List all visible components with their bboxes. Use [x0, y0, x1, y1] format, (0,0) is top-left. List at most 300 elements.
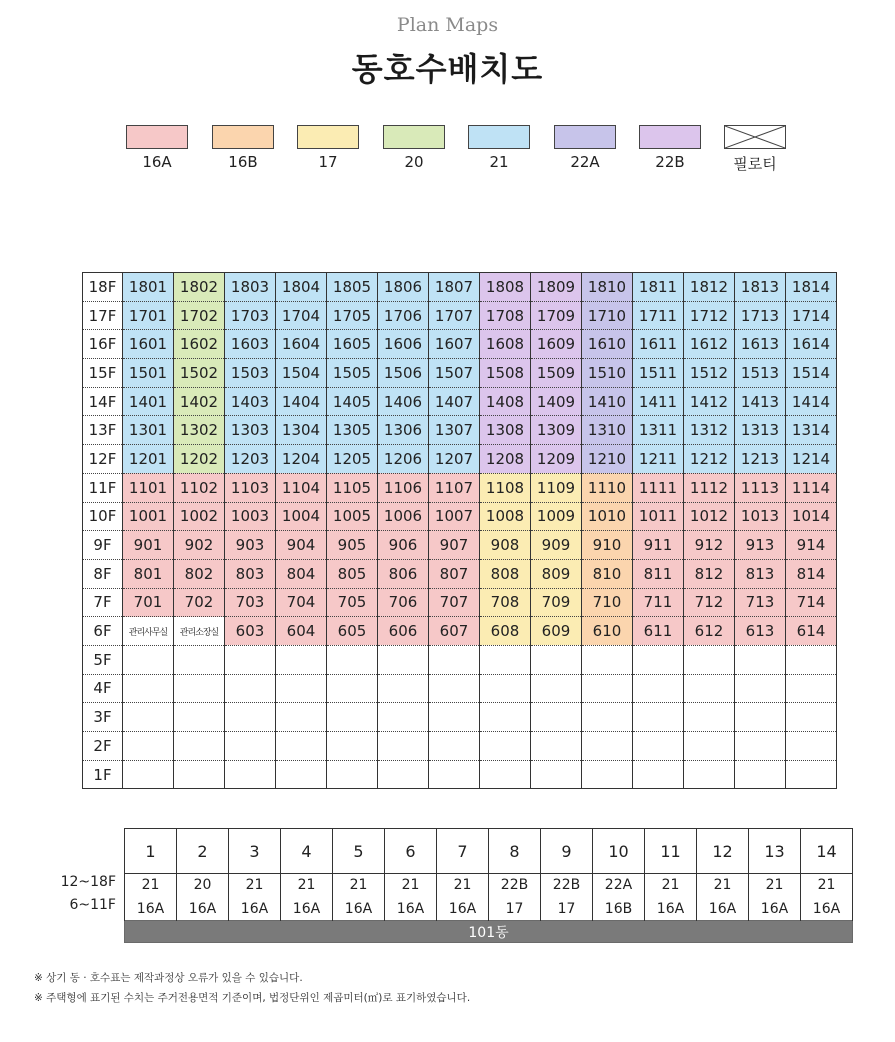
- legend-item-16b: [210, 125, 276, 171]
- unit-cell: [582, 703, 633, 732]
- line-number: 6: [385, 829, 437, 874]
- legend-swatch-22a: [554, 125, 616, 149]
- unit-cell: 1304: [276, 416, 327, 445]
- unit-cell: 1301: [123, 416, 174, 445]
- type-cell: 21: [437, 874, 489, 898]
- unit-cell: 1501: [123, 359, 174, 388]
- unit-cell: 1105: [327, 473, 378, 502]
- floor-label: 3F: [83, 703, 123, 732]
- unit-cell: 1810: [582, 273, 633, 302]
- unit-cell: 907: [429, 531, 480, 560]
- unit-cell: 1302: [174, 416, 225, 445]
- unit-cell: [480, 760, 531, 789]
- unit-cell: 713: [735, 588, 786, 617]
- type-cell: 16A: [177, 897, 229, 921]
- line-number: 8: [489, 829, 541, 874]
- unit-cell: 1207: [429, 445, 480, 474]
- unit-cell: 1707: [429, 301, 480, 330]
- legend-item-16a: [124, 125, 190, 171]
- unit-cell: [123, 732, 174, 761]
- unit-cell: 1308: [480, 416, 531, 445]
- unit-cell: 604: [276, 617, 327, 646]
- floor-label: 10F: [83, 502, 123, 531]
- type-cell: 17: [489, 897, 541, 921]
- unit-cell: 901: [123, 531, 174, 560]
- unit-cell: 1112: [684, 473, 735, 502]
- unit-cell: 1104: [276, 473, 327, 502]
- unit-cell: [276, 732, 327, 761]
- unit-cell: 1014: [786, 502, 837, 531]
- unit-cell: 1005: [327, 502, 378, 531]
- legend-swatch-pilotis: [724, 125, 786, 149]
- unit-cell: 609: [531, 617, 582, 646]
- type-cell: 17: [541, 897, 593, 921]
- unit-cell: [327, 645, 378, 674]
- unit-cell: [225, 645, 276, 674]
- unit-cell: 1311: [633, 416, 684, 445]
- unit-cell: 805: [327, 559, 378, 588]
- unit-cell: 1407: [429, 387, 480, 416]
- unit-cell: [531, 732, 582, 761]
- unit-cell: 1708: [480, 301, 531, 330]
- unit-cell: 1408: [480, 387, 531, 416]
- unit-cell: [429, 732, 480, 761]
- unit-cell: 708: [480, 588, 531, 617]
- legend-swatch-20: [383, 125, 445, 149]
- unit-cell: 1712: [684, 301, 735, 330]
- unit-cell: 1002: [174, 502, 225, 531]
- unit-cell: 1114: [786, 473, 837, 502]
- unit-cell: 1010: [582, 502, 633, 531]
- floor-row: [83, 559, 837, 588]
- type-cell: 21: [385, 874, 437, 898]
- unit-cell: 1303: [225, 416, 276, 445]
- unit-cell: 1011: [633, 502, 684, 531]
- unit-cell: [123, 674, 174, 703]
- unit-cell: 606: [378, 617, 429, 646]
- unit-cell: 1714: [786, 301, 837, 330]
- unit-cell: [684, 645, 735, 674]
- unit-cell: [276, 760, 327, 789]
- unit-cell: 1411: [633, 387, 684, 416]
- unit-cell: 1809: [531, 273, 582, 302]
- unit-cell: 1309: [531, 416, 582, 445]
- legend-swatch-22b: [639, 125, 701, 149]
- note-2: ※ 주택형에 표기된 수치는 주거전용면적 기준이며, 법정단위인 제곱미터(㎡)로 표기하였습니다.: [34, 992, 471, 1004]
- unit-cell: 1410: [582, 387, 633, 416]
- type-cell: 16A: [801, 897, 853, 921]
- unit-cell: 1406: [378, 387, 429, 416]
- floor-row: [83, 760, 837, 789]
- unit-cell: 1111: [633, 473, 684, 502]
- unit-cell: [480, 703, 531, 732]
- floor-label: 15F: [83, 359, 123, 388]
- unit-cell: 910: [582, 531, 633, 560]
- legend-swatch-16b: [212, 125, 274, 149]
- unit-cell: [327, 760, 378, 789]
- unit-cell: 612: [684, 617, 735, 646]
- floor-row: [83, 703, 837, 732]
- floor-label: 4F: [83, 674, 123, 703]
- type-cell: 21: [645, 874, 697, 898]
- unit-cell: 1802: [174, 273, 225, 302]
- unit-cell: 1609: [531, 330, 582, 359]
- unit-cell: 1109: [531, 473, 582, 502]
- unit-cell: 1606: [378, 330, 429, 359]
- line-number-row: [125, 829, 853, 874]
- type-label-upper: 12~18F: [60, 874, 116, 890]
- floor-row: [83, 445, 837, 474]
- line-number: 1: [125, 829, 177, 874]
- legend-item-20: [381, 125, 447, 171]
- line-number: 11: [645, 829, 697, 874]
- floor-row: [83, 359, 837, 388]
- unit-cell: [429, 760, 480, 789]
- type-cell: 16B: [593, 897, 645, 921]
- unit-cell: 1305: [327, 416, 378, 445]
- unit-cell: [582, 732, 633, 761]
- unit-cell: [531, 760, 582, 789]
- unit-cell: 1314: [786, 416, 837, 445]
- unit-cell: 1709: [531, 301, 582, 330]
- type-label-lower: 6~11F: [69, 897, 116, 913]
- unit-cell: 1808: [480, 273, 531, 302]
- unit-cell: 813: [735, 559, 786, 588]
- unit-cell: 701: [123, 588, 174, 617]
- unit-cell: 801: [123, 559, 174, 588]
- unit-cell: 1513: [735, 359, 786, 388]
- floor-label: 12F: [83, 445, 123, 474]
- unit-cell: 1107: [429, 473, 480, 502]
- unit-cell: 1403: [225, 387, 276, 416]
- unit-cell: 1405: [327, 387, 378, 416]
- line-number: 7: [437, 829, 489, 874]
- unit-cell: 1814: [786, 273, 837, 302]
- floor-label: 6F: [83, 617, 123, 646]
- unit-cell: 1003: [225, 502, 276, 531]
- type-cell: 16A: [749, 897, 801, 921]
- unit-cell: [531, 645, 582, 674]
- unit-cell: 711: [633, 588, 684, 617]
- floor-row: [83, 473, 837, 502]
- type-cell: 16A: [281, 897, 333, 921]
- type-cell: 21: [125, 874, 177, 898]
- type-cell: 16A: [437, 897, 489, 921]
- unit-cell: 712: [684, 588, 735, 617]
- unit-cell: 610: [582, 617, 633, 646]
- type-cell: 22B: [489, 874, 541, 898]
- type-cell: 16A: [385, 897, 437, 921]
- type-cell: 21: [697, 874, 749, 898]
- unit-cell: 1412: [684, 387, 735, 416]
- type-cell: 21: [801, 874, 853, 898]
- unit-cell: 1505: [327, 359, 378, 388]
- unit-cell: 611: [633, 617, 684, 646]
- unit-cell: 1211: [633, 445, 684, 474]
- unit-cell: 709: [531, 588, 582, 617]
- unit-cell: 1511: [633, 359, 684, 388]
- unit-cell: 1702: [174, 301, 225, 330]
- unit-cell: 1008: [480, 502, 531, 531]
- unit-cell: 803: [225, 559, 276, 588]
- unit-cell: 714: [786, 588, 837, 617]
- unit-cell: [225, 674, 276, 703]
- floor-label: 11F: [83, 473, 123, 502]
- unit-cell: [735, 760, 786, 789]
- unit-cell: 808: [480, 559, 531, 588]
- unit-cell: 1209: [531, 445, 582, 474]
- unit-cell: [582, 645, 633, 674]
- unit-cell: 608: [480, 617, 531, 646]
- unit-cell: 703: [225, 588, 276, 617]
- page-title: 동호수배치도: [351, 50, 544, 88]
- type-cell: 16A: [697, 897, 749, 921]
- unit-cell: 1001: [123, 502, 174, 531]
- unit-cell: [276, 645, 327, 674]
- unit-cell: 1401: [123, 387, 174, 416]
- unit-cell: 1608: [480, 330, 531, 359]
- type-cell: 16A: [229, 897, 281, 921]
- type-cell: 21: [229, 874, 281, 898]
- unit-cell: [684, 732, 735, 761]
- unit-cell: [735, 645, 786, 674]
- unit-cell: [786, 674, 837, 703]
- unit-cell: [429, 645, 480, 674]
- unit-cell: 1204: [276, 445, 327, 474]
- floor-label: 13F: [83, 416, 123, 445]
- unit-cell: [582, 674, 633, 703]
- unit-cell: 1706: [378, 301, 429, 330]
- line-number: 5: [333, 829, 385, 874]
- floor-row: [83, 732, 837, 761]
- unit-cell: 1804: [276, 273, 327, 302]
- unit-cell: [786, 760, 837, 789]
- unit-cell: 812: [684, 559, 735, 588]
- unit-cell: 1402: [174, 387, 225, 416]
- unit-cell: [378, 732, 429, 761]
- unit-cell: 1205: [327, 445, 378, 474]
- unit-cell: 806: [378, 559, 429, 588]
- line-number: 13: [749, 829, 801, 874]
- unit-cell: [378, 674, 429, 703]
- unit-cell: [174, 703, 225, 732]
- unit-cell: [225, 732, 276, 761]
- unit-cell: [633, 674, 684, 703]
- unit-cell: 1806: [378, 273, 429, 302]
- unit-cell: [684, 703, 735, 732]
- building-label: 101동: [125, 921, 853, 943]
- unit-cell: 1710: [582, 301, 633, 330]
- unit-cell: 902: [174, 531, 225, 560]
- unit-cell: 1313: [735, 416, 786, 445]
- legend-label: 필로티: [733, 155, 777, 173]
- unit-cell: 707: [429, 588, 480, 617]
- floor-row: [83, 387, 837, 416]
- unit-cell: 1404: [276, 387, 327, 416]
- unit-cell: [633, 732, 684, 761]
- unit-cell: [786, 732, 837, 761]
- legend-item-17: [295, 125, 361, 171]
- type-row: [125, 874, 853, 898]
- unit-cell: 1206: [378, 445, 429, 474]
- floor-row: [83, 617, 837, 646]
- unit-cell: 706: [378, 588, 429, 617]
- unit-cell: [531, 703, 582, 732]
- unit-cell: 914: [786, 531, 837, 560]
- floor-row: [83, 330, 837, 359]
- unit-cell: 912: [684, 531, 735, 560]
- line-number: 2: [177, 829, 229, 874]
- floor-row: [83, 674, 837, 703]
- unit-cell: 908: [480, 531, 531, 560]
- type-row: [125, 897, 853, 921]
- unit-cell: [633, 760, 684, 789]
- unit-cell: 809: [531, 559, 582, 588]
- unit-cell: 810: [582, 559, 633, 588]
- unit-cell: [378, 703, 429, 732]
- unit-cell: [735, 732, 786, 761]
- unit-cell: 1605: [327, 330, 378, 359]
- unit-cell: 1812: [684, 273, 735, 302]
- unit-cell: [123, 760, 174, 789]
- floor-label: 2F: [83, 732, 123, 761]
- unit-cell: 1801: [123, 273, 174, 302]
- unit-cell: 911: [633, 531, 684, 560]
- unit-cell: 705: [327, 588, 378, 617]
- unit-cell: 909: [531, 531, 582, 560]
- legend-item-pilotis: [722, 125, 788, 174]
- unit-cell: 1705: [327, 301, 378, 330]
- unit-cell: 1504: [276, 359, 327, 388]
- floor-label: 18F: [83, 273, 123, 302]
- type-cell: 20: [177, 874, 229, 898]
- unit-cell: [123, 645, 174, 674]
- floor-row: [83, 645, 837, 674]
- unit-cell: 605: [327, 617, 378, 646]
- unit-cell: 1612: [684, 330, 735, 359]
- line-number: 9: [541, 829, 593, 874]
- unit-cell: [429, 703, 480, 732]
- unit-cell: 704: [276, 588, 327, 617]
- unit-cell: 1610: [582, 330, 633, 359]
- unit-cell: 1210: [582, 445, 633, 474]
- unit-cell: 1711: [633, 301, 684, 330]
- unit-cell: [123, 703, 174, 732]
- unit-cell: 1807: [429, 273, 480, 302]
- unit-cell: [174, 760, 225, 789]
- unit-cell: [735, 703, 786, 732]
- unit-cell: [480, 674, 531, 703]
- type-cell: 16A: [125, 897, 177, 921]
- unit-cell: 1614: [786, 330, 837, 359]
- unit-cell: 1110: [582, 473, 633, 502]
- unit-cell: 1805: [327, 273, 378, 302]
- unit-cell: 1409: [531, 387, 582, 416]
- unit-cell: 1701: [123, 301, 174, 330]
- unit-cell: [225, 703, 276, 732]
- unit-grid: [82, 272, 837, 789]
- line-type-table: [124, 828, 853, 943]
- unit-cell: 1101: [123, 473, 174, 502]
- type-cell: 22B: [541, 874, 593, 898]
- unit-cell: 1201: [123, 445, 174, 474]
- legend-label: 22A: [570, 153, 600, 171]
- unit-cell: [480, 645, 531, 674]
- unit-cell: 1203: [225, 445, 276, 474]
- unit-cell: [633, 645, 684, 674]
- line-number: 10: [593, 829, 645, 874]
- unit-cell: [684, 760, 735, 789]
- unit-cell: [276, 703, 327, 732]
- unit-cell: [531, 674, 582, 703]
- unit-cell: [174, 732, 225, 761]
- legend: [0, 125, 895, 185]
- unit-cell: 1312: [684, 416, 735, 445]
- unit-cell: 1602: [174, 330, 225, 359]
- unit-cell: 관리소장실: [174, 617, 225, 646]
- unit-cell: 1113: [735, 473, 786, 502]
- unit-cell: 607: [429, 617, 480, 646]
- unit-cell: 1703: [225, 301, 276, 330]
- unit-cell: 1613: [735, 330, 786, 359]
- unit-cell: 1607: [429, 330, 480, 359]
- type-cell: 16A: [645, 897, 697, 921]
- floor-label: 16F: [83, 330, 123, 359]
- unit-cell: 1012: [684, 502, 735, 531]
- unit-cell: 1306: [378, 416, 429, 445]
- unit-cell: 1007: [429, 502, 480, 531]
- unit-cell: 1512: [684, 359, 735, 388]
- floor-label: 14F: [83, 387, 123, 416]
- unit-cell: [429, 674, 480, 703]
- unit-cell: [174, 645, 225, 674]
- legend-label: 16B: [228, 153, 258, 171]
- unit-cell: 1803: [225, 273, 276, 302]
- unit-cell: [582, 760, 633, 789]
- line-number: 12: [697, 829, 749, 874]
- legend-label: 20: [404, 153, 424, 171]
- unit-cell: 1310: [582, 416, 633, 445]
- floor-label: 17F: [83, 301, 123, 330]
- unit-cell: [378, 645, 429, 674]
- legend-item-22a: [552, 125, 618, 171]
- type-cell: 22A: [593, 874, 645, 898]
- unit-cell: [786, 703, 837, 732]
- unit-cell: 1503: [225, 359, 276, 388]
- unit-cell: 802: [174, 559, 225, 588]
- unit-cell: 1213: [735, 445, 786, 474]
- unit-cell: [327, 703, 378, 732]
- unit-cell: 710: [582, 588, 633, 617]
- unit-cell: 702: [174, 588, 225, 617]
- unit-cell: [480, 732, 531, 761]
- unit-cell: 913: [735, 531, 786, 560]
- unit-cell: 1611: [633, 330, 684, 359]
- unit-cell: 906: [378, 531, 429, 560]
- unit-cell: [633, 703, 684, 732]
- unit-cell: 1006: [378, 502, 429, 531]
- legend-label: 21: [489, 153, 509, 171]
- unit-cell: 1502: [174, 359, 225, 388]
- type-cell: 16A: [333, 897, 385, 921]
- unit-cell: 1414: [786, 387, 837, 416]
- unit-cell: 1813: [735, 273, 786, 302]
- unit-cell: 1811: [633, 273, 684, 302]
- unit-cell: 1506: [378, 359, 429, 388]
- unit-cell: 1604: [276, 330, 327, 359]
- unit-cell: 1508: [480, 359, 531, 388]
- unit-cell: 1103: [225, 473, 276, 502]
